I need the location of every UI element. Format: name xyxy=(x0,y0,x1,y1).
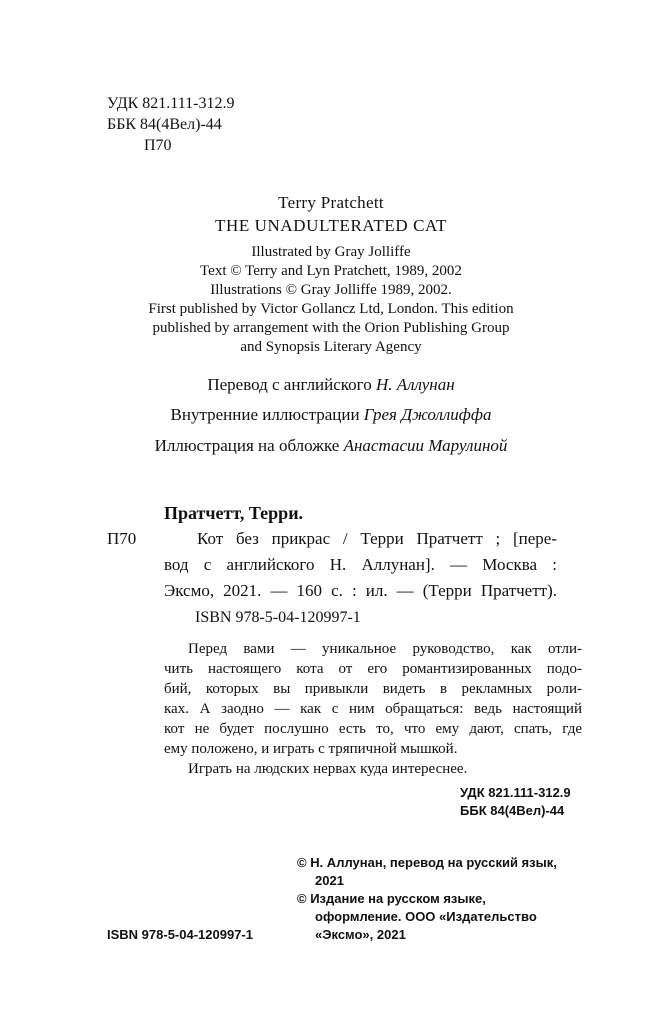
bbk-code-bottom: ББК 84(4Вел)-44 xyxy=(460,803,565,818)
abstract-line: бий, которых вы привыкли видеть в рекламных роли- xyxy=(164,681,582,697)
copyright-edition-line1: © Издание на русском языке, xyxy=(297,891,486,906)
credit-line: published by arrangement with the Orion Publishing Group xyxy=(152,320,510,336)
copyright-edition-line3: «Эксмо», 2021 xyxy=(315,927,406,942)
credit-line: and Synopsis Literary Agency xyxy=(240,339,422,355)
copyright-translation-line1: © Н. Аллунан, перевод на русский язык, xyxy=(297,855,557,870)
abstract-last-line: Играть на людских нервах куда интереснее. xyxy=(188,761,468,777)
bib-sign: П70 xyxy=(107,529,137,548)
abstract-line: ках. А заодно — как с ним обращаться: ведь настоящий xyxy=(164,701,582,717)
abstract-line: Перед вами — уникальное руководство, как отли- xyxy=(188,641,582,657)
bib-line: Эксмо, 2021. — 160 с. : ил. — (Терри Пратчетт). xyxy=(164,581,557,600)
bib-line: Кот без прикрас / Терри Пратчетт ; [пере- xyxy=(197,529,557,548)
cover-illustrator-credit xyxy=(0,436,662,456)
original-title: THE UNADULTERATED CAT xyxy=(214,216,447,235)
credit-line: Text © Terry and Lyn Pratchett, 1989, 2002 xyxy=(200,263,462,279)
translator-credit xyxy=(0,375,662,395)
credit-line: Illustrated by Gray Jolliffe xyxy=(251,244,411,260)
copyright-edition-line2: оформление. ООО «Издательство xyxy=(315,909,537,924)
original-author: Terry Pratchett xyxy=(278,193,384,212)
inner-illustrator-prefix: Внутренние иллюстрации xyxy=(170,405,360,424)
bib-isbn: ISBN 978-5-04-120997-1 xyxy=(195,609,361,626)
inner-illustrator-name: Грея Джоллиффа xyxy=(363,405,492,424)
credit-line: Illustrations © Gray Jolliffe 1989, 2002. xyxy=(210,282,452,298)
bib-heading: Пратчетт, Терри. xyxy=(164,503,304,523)
cover-illustrator-name: Анастасии Марулиной xyxy=(343,436,508,455)
credit-line: First published by Victor Gollancz Ltd, London. This edition xyxy=(148,301,514,317)
bib-line: вод с английского Н. Аллунан]. — Москва : xyxy=(164,555,557,574)
bbk-code-top: ББК 84(4Вел)-44 xyxy=(107,116,222,133)
abstract-line: ему положено, и играть с тряпичной мышкой. xyxy=(164,741,458,757)
cover-illustrator-prefix: Иллюстрация на обложке xyxy=(154,436,340,455)
udk-code-top: УДК 821.111-312.9 xyxy=(107,95,235,112)
copyright-translation-line2: 2021 xyxy=(315,873,344,888)
abstract-line: чить настоящего кота от его романтизированных подо- xyxy=(164,661,582,677)
author-sign-top: П70 xyxy=(144,137,172,154)
translator-name: Н. Аллунан xyxy=(375,375,455,394)
isbn-bottom: ISBN 978-5-04-120997-1 xyxy=(107,927,253,942)
translator-prefix: Перевод с английского xyxy=(207,375,372,394)
inner-illustrator-credit xyxy=(0,405,662,425)
udk-code-bottom: УДК 821.111-312.9 xyxy=(460,785,571,800)
abstract-line: кот не будет послушно есть то, что ему дают, спать, где xyxy=(164,721,582,737)
